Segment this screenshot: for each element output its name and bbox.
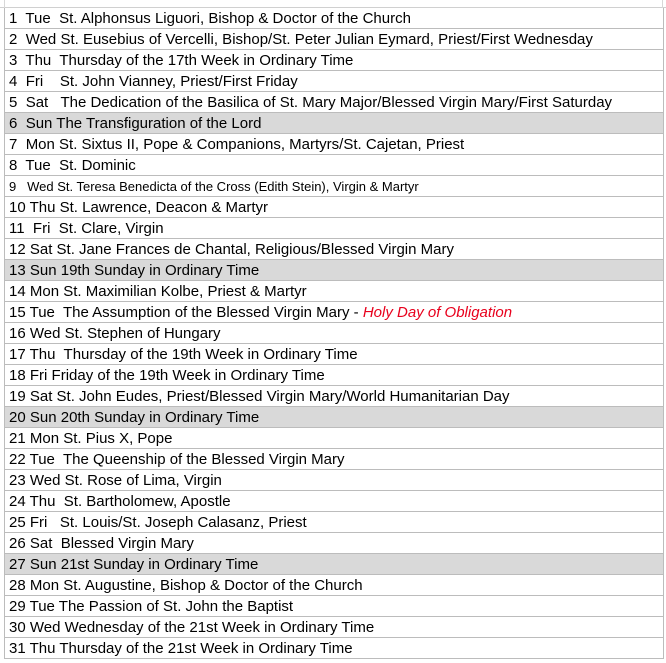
weekday-label: Thu bbox=[29, 493, 56, 510]
calendar-row-sunday[interactable] bbox=[5, 407, 663, 428]
day-number: 7 bbox=[9, 136, 18, 153]
day-number: 23 bbox=[9, 472, 26, 489]
spacer bbox=[16, 179, 27, 194]
feast-description: The Queenship of the Blessed Virgin Mary bbox=[62, 451, 345, 468]
spacer bbox=[55, 346, 63, 363]
calendar-row[interactable] bbox=[5, 596, 663, 617]
feast-description: St. Clare, Virgin bbox=[58, 220, 164, 237]
column-divider bbox=[662, 0, 663, 8]
feast-description: The Passion of St. John the Baptist bbox=[58, 598, 294, 615]
day-number: 26 bbox=[9, 535, 26, 552]
feast-description: Thursday of the 19th Week in Ordinary Time bbox=[63, 346, 358, 363]
weekday-label: Tue bbox=[25, 157, 51, 174]
weekday-label: Fri bbox=[29, 514, 48, 531]
day-number: 6 bbox=[9, 115, 18, 132]
day-number: 4 bbox=[9, 73, 18, 90]
feast-description: Wednesday of the 21st Week in Ordinary Time bbox=[64, 619, 375, 636]
feast-description: Thursday of the 21st Week in Ordinary Time bbox=[59, 640, 353, 657]
spacer bbox=[55, 451, 63, 468]
calendar-row[interactable] bbox=[5, 365, 663, 386]
calendar-row[interactable] bbox=[5, 302, 663, 323]
weekday-label: Sat bbox=[25, 94, 49, 111]
spacer bbox=[48, 94, 60, 111]
calendar-row-sunday[interactable] bbox=[5, 260, 663, 281]
weekday-label: Mon bbox=[25, 136, 55, 153]
feast-description: 20th Sunday in Ordinary Time bbox=[60, 409, 260, 426]
day-number: 12 bbox=[9, 241, 26, 258]
spacer bbox=[17, 31, 25, 48]
weekday-label: Thu bbox=[29, 346, 56, 363]
spacer bbox=[17, 115, 25, 132]
column-header-strip bbox=[0, 0, 666, 8]
calendar-row[interactable] bbox=[5, 8, 663, 29]
calendar-row[interactable] bbox=[5, 71, 663, 92]
feast-description: St. Lawrence, Deacon & Martyr bbox=[59, 199, 269, 216]
spacer bbox=[17, 94, 25, 111]
day-number: 28 bbox=[9, 577, 26, 594]
day-number: 18 bbox=[9, 367, 26, 384]
calendar-row-sunday[interactable] bbox=[5, 554, 663, 575]
calendar-row[interactable] bbox=[5, 197, 663, 218]
day-number: 10 bbox=[9, 199, 26, 216]
feast-description: Blessed Virgin Mary bbox=[60, 535, 194, 552]
weekday-label: Sun bbox=[29, 409, 57, 426]
weekday-label: Fri bbox=[25, 73, 44, 90]
weekday-label: Thu bbox=[25, 52, 52, 69]
calendar-row[interactable] bbox=[5, 281, 663, 302]
day-number: 1 bbox=[9, 10, 18, 27]
calendar-row[interactable] bbox=[5, 617, 663, 638]
day-number: 16 bbox=[9, 325, 26, 342]
weekday-label: Mon bbox=[29, 430, 60, 447]
calendar-row[interactable] bbox=[5, 92, 663, 113]
spacer bbox=[47, 514, 60, 531]
weekday-label: Sun bbox=[29, 262, 57, 279]
weekday-label: Fri bbox=[29, 367, 48, 384]
day-number: 19 bbox=[9, 388, 26, 405]
feast-description: St. John Vianney, Priest/First Friday bbox=[59, 73, 298, 90]
feast-description: St. Bartholomew, Apostle bbox=[63, 493, 231, 510]
feast-description: St. Augustine, Bishop & Doctor of the Church bbox=[63, 577, 363, 594]
feast-description: The Transfiguration of the Lord bbox=[56, 115, 262, 132]
day-number: 8 bbox=[9, 157, 18, 174]
day-number: 29 bbox=[9, 598, 26, 615]
spacer bbox=[17, 73, 25, 90]
feast-description: The Assumption of the Blessed Virgin Mary - bbox=[62, 304, 363, 321]
spacer bbox=[25, 220, 33, 237]
weekday-label: Tue bbox=[29, 451, 55, 468]
feast-description: St. Pius X, Pope bbox=[63, 430, 173, 447]
spacer bbox=[51, 10, 59, 27]
day-number: 21 bbox=[9, 430, 26, 447]
day-number: 17 bbox=[9, 346, 26, 363]
feast-description: St. Jane Frances de Chantal, Religious/Blessed Virgin Mary bbox=[56, 241, 454, 258]
calendar-row-sunday[interactable] bbox=[5, 113, 663, 134]
calendar-row[interactable] bbox=[5, 344, 663, 365]
column-divider bbox=[4, 0, 5, 8]
feast-description: 19th Sunday in Ordinary Time bbox=[60, 262, 260, 279]
calendar-row[interactable] bbox=[5, 176, 663, 197]
day-number: 9 bbox=[9, 179, 17, 194]
calendar-row[interactable] bbox=[5, 428, 663, 449]
feast-description: Thursday of the 17th Week in Ordinary Time bbox=[59, 52, 354, 69]
weekday-label: Tue bbox=[29, 598, 55, 615]
calendar-row[interactable] bbox=[5, 155, 663, 176]
day-number: 2 bbox=[9, 31, 18, 48]
spacer bbox=[55, 304, 63, 321]
calendar-row[interactable] bbox=[5, 470, 663, 491]
day-number: 13 bbox=[9, 262, 26, 279]
calendar-sheet bbox=[4, 8, 664, 659]
calendar-row[interactable] bbox=[5, 134, 663, 155]
feast-description: St. Maximilian Kolbe, Priest & Martyr bbox=[63, 283, 307, 300]
feast-description: St. Eusebius of Vercelli, Bishop/St. Peter Julian Eymard, Priest/First Wednesday bbox=[60, 31, 593, 48]
calendar-row[interactable] bbox=[5, 218, 663, 239]
calendar-row[interactable] bbox=[5, 575, 663, 596]
weekday-label: Sat bbox=[29, 241, 53, 258]
calendar-row[interactable] bbox=[5, 50, 663, 71]
calendar-row[interactable] bbox=[5, 638, 663, 659]
day-number: 31 bbox=[9, 640, 26, 657]
feast-description: St. John Eudes, Priest/Blessed Virgin Mary/World Humanitarian Day bbox=[56, 388, 510, 405]
calendar-row[interactable] bbox=[5, 386, 663, 407]
feast-description: St. Louis/St. Joseph Calasanz, Priest bbox=[59, 514, 307, 531]
day-number: 22 bbox=[9, 451, 26, 468]
day-number: 27 bbox=[9, 556, 26, 573]
feast-description: St. Alphonsus Liguori, Bishop & Doctor of the Church bbox=[59, 10, 411, 27]
calendar-row[interactable] bbox=[5, 29, 663, 50]
spacer bbox=[51, 157, 59, 174]
calendar-row[interactable] bbox=[5, 239, 663, 260]
day-number: 20 bbox=[9, 409, 26, 426]
weekday-label: Sat bbox=[29, 388, 53, 405]
day-number: 3 bbox=[9, 52, 18, 69]
calendar-row[interactable] bbox=[5, 533, 663, 554]
calendar-row[interactable] bbox=[5, 512, 663, 533]
weekday-label: Tue bbox=[29, 304, 55, 321]
weekday-label: Tue bbox=[25, 10, 51, 27]
calendar-row[interactable] bbox=[5, 491, 663, 512]
weekday-label: Sun bbox=[25, 115, 53, 132]
feast-description: St. Dominic bbox=[59, 157, 136, 174]
holy-day-obligation-label: Holy Day of Obligation bbox=[362, 304, 513, 321]
feast-description: St. Rose of Lima, Virgin bbox=[64, 472, 222, 489]
day-number: 30 bbox=[9, 619, 26, 636]
day-number: 24 bbox=[9, 493, 26, 510]
feast-description: St. Teresa Benedicta of the Cross (Edith Stein), Virgin & Martyr bbox=[57, 179, 419, 194]
feast-description: St. Sixtus II, Pope & Companions, Martyrs/St. Cajetan, Priest bbox=[59, 136, 465, 153]
weekday-label: Wed bbox=[27, 179, 54, 194]
calendar-row[interactable] bbox=[5, 323, 663, 344]
spacer bbox=[43, 73, 60, 90]
weekday-label: Wed bbox=[29, 325, 61, 342]
spacer bbox=[50, 220, 58, 237]
day-number: 5 bbox=[9, 94, 18, 111]
weekday-label: Fri bbox=[32, 220, 51, 237]
weekday-label: Mon bbox=[29, 283, 60, 300]
spacer bbox=[17, 136, 25, 153]
weekday-label: Wed bbox=[29, 472, 61, 489]
feast-description: Friday of the 19th Week in Ordinary Time bbox=[51, 367, 325, 384]
day-number: 25 bbox=[9, 514, 26, 531]
weekday-label: Sun bbox=[29, 556, 57, 573]
weekday-label: Thu bbox=[29, 640, 56, 657]
weekday-label: Thu bbox=[29, 199, 56, 216]
weekday-label: Sat bbox=[29, 535, 53, 552]
feast-description: St. Stephen of Hungary bbox=[64, 325, 221, 342]
day-number: 14 bbox=[9, 283, 26, 300]
day-number: 15 bbox=[9, 304, 26, 321]
day-number: 11 bbox=[9, 220, 25, 237]
weekday-label: Mon bbox=[29, 577, 60, 594]
weekday-label: Wed bbox=[29, 619, 61, 636]
weekday-label: Wed bbox=[25, 31, 57, 48]
spacer bbox=[55, 493, 63, 510]
spacer bbox=[52, 535, 60, 552]
feast-description: 21st Sunday in Ordinary Time bbox=[60, 556, 259, 573]
calendar-row[interactable] bbox=[5, 449, 663, 470]
feast-description: The Dedication of the Basilica of St. Mary Major/Blessed Virgin Mary/First Saturday bbox=[60, 94, 613, 111]
